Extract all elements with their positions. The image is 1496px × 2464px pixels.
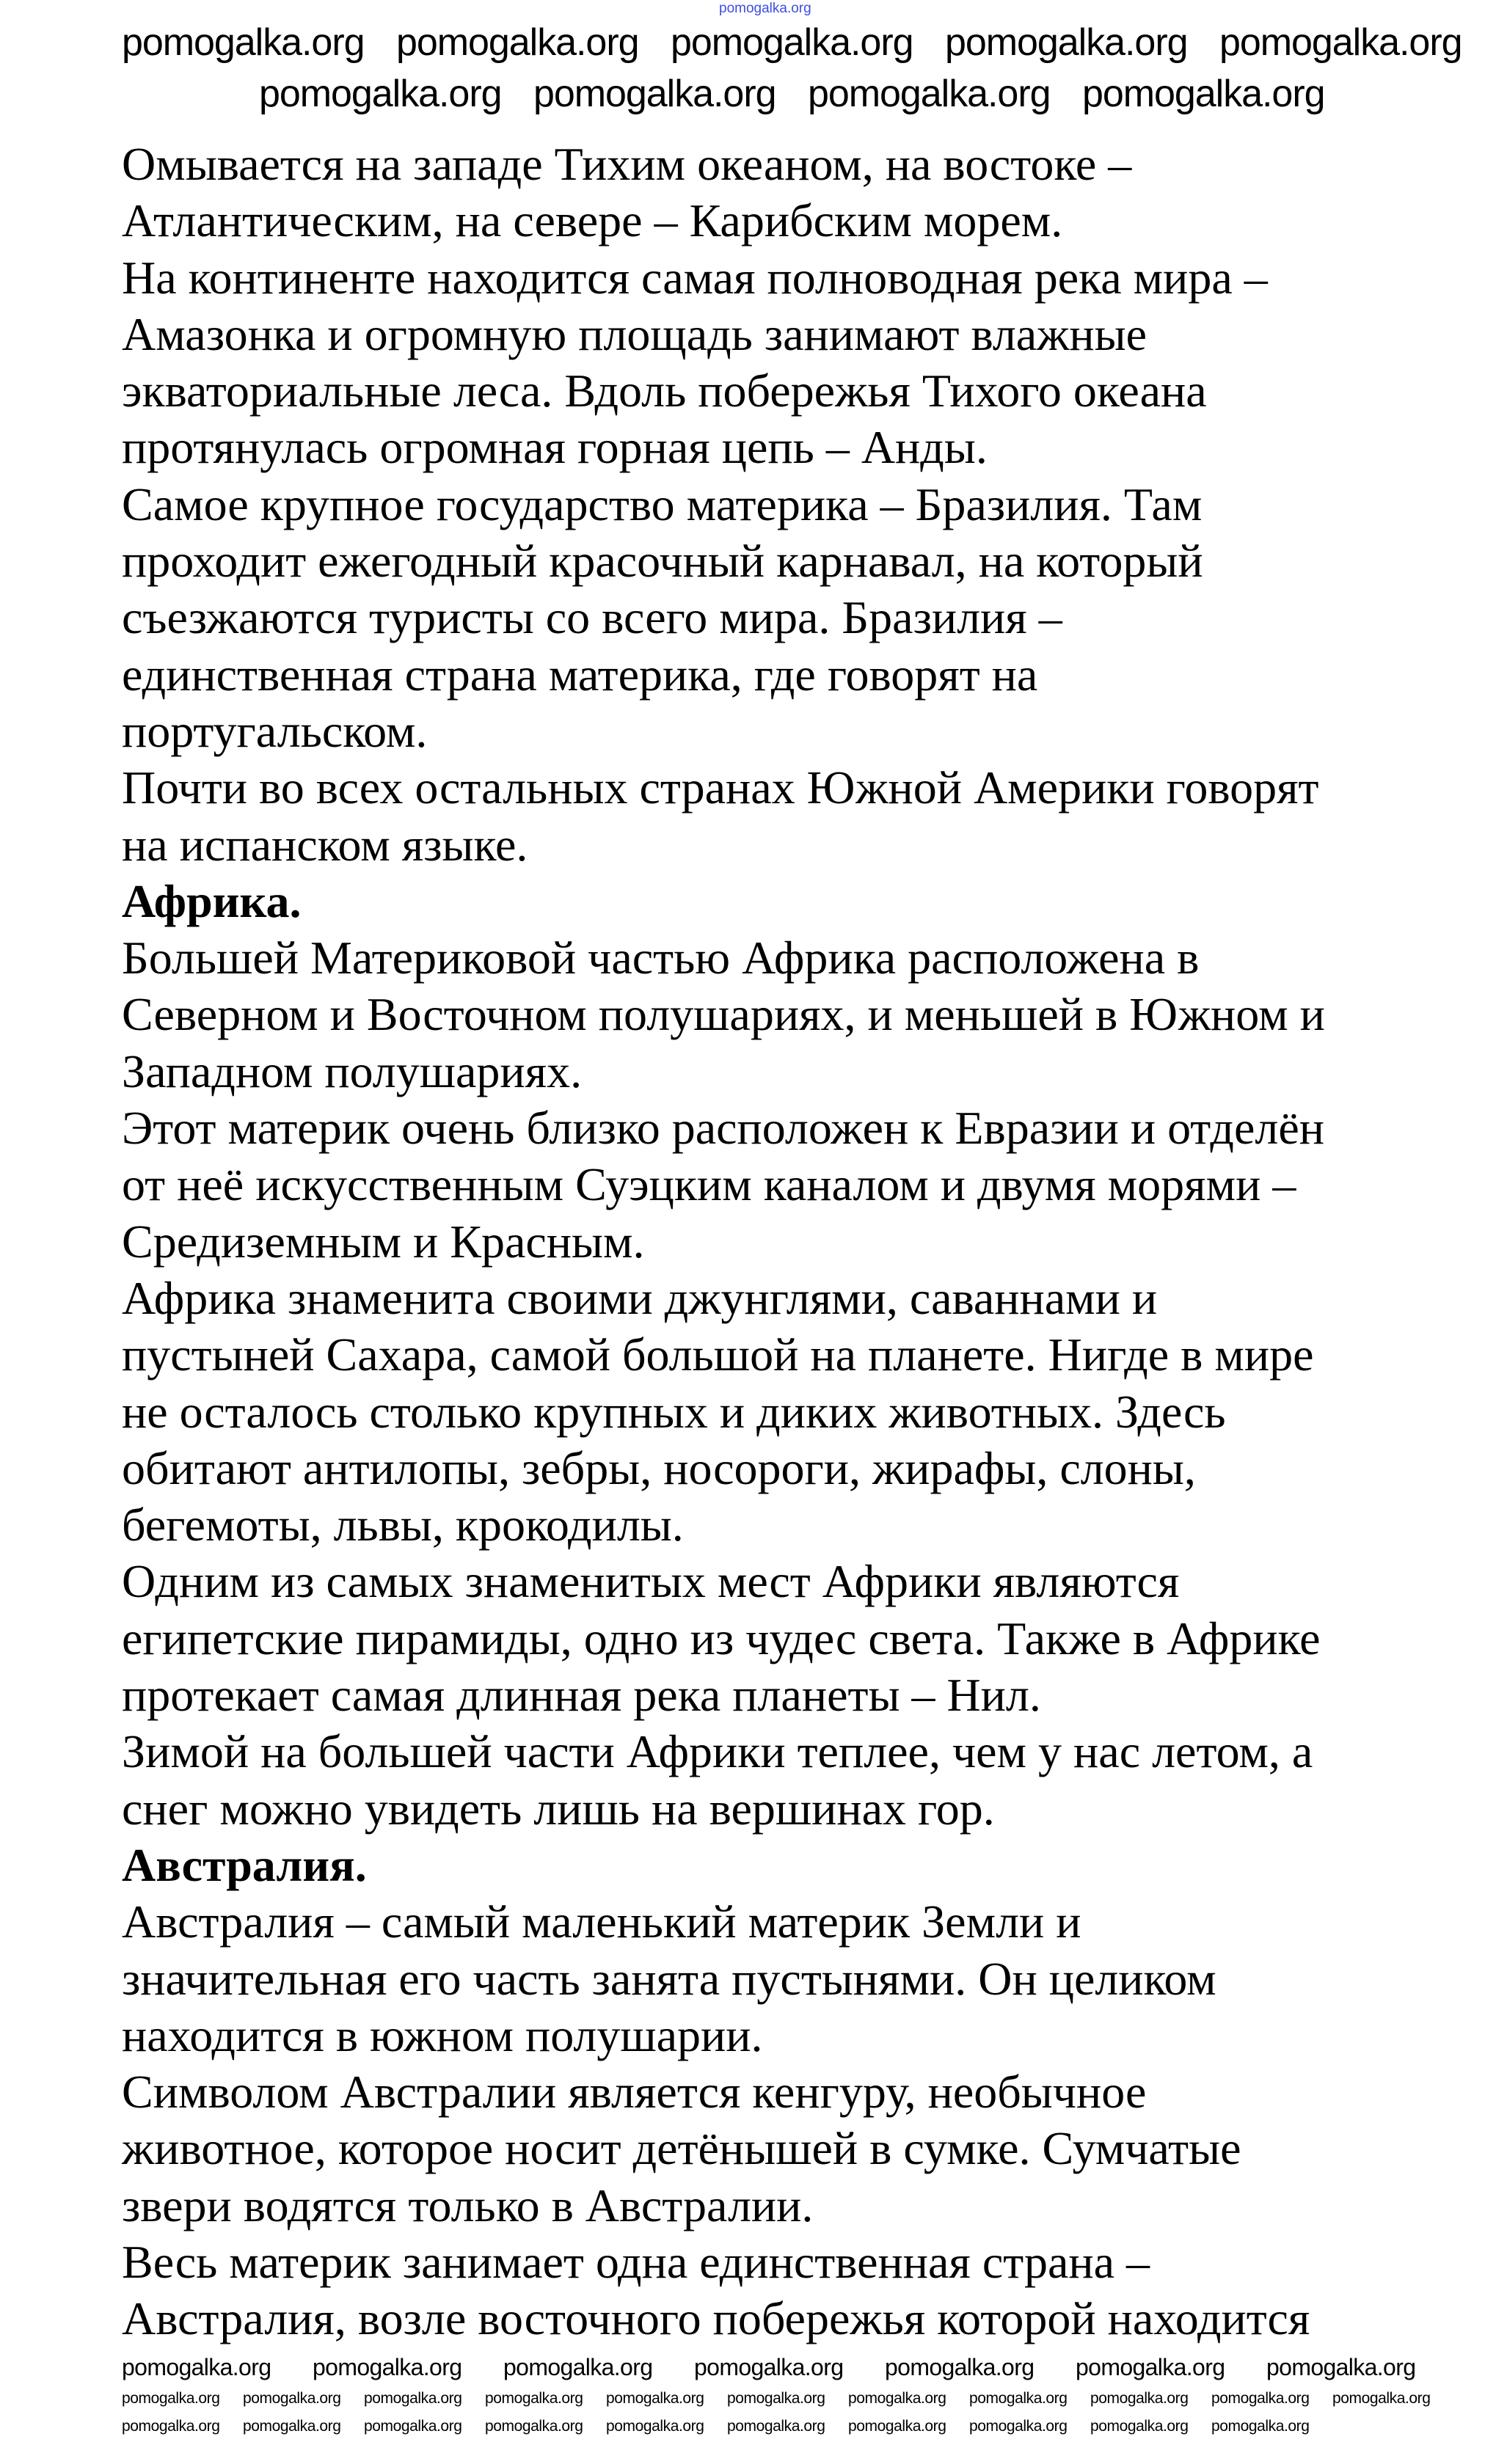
- section-heading: Африка.: [122, 874, 302, 927]
- watermark: pomogalka.org: [1082, 73, 1325, 115]
- text-line: находится в южном полушарии.: [122, 2008, 763, 2061]
- watermark: pomogalka.org: [885, 2354, 1035, 2380]
- document-body: [122, 136, 1486, 2347]
- watermark: pomogalka.org: [364, 2390, 462, 2407]
- text-line: На континенте находится самая полноводная река мира –: [122, 251, 1268, 304]
- text-line: португальском.: [122, 704, 428, 757]
- text-line: Одним из самых знаменитых мест Африки являются: [122, 1555, 1180, 1608]
- watermark: pomogalka.org: [945, 21, 1188, 64]
- watermark: pomogalka.org: [694, 2354, 844, 2380]
- watermark: pomogalka.org: [396, 21, 639, 64]
- text-line: Весь материк занимает одна единственная страна –: [122, 2235, 1150, 2288]
- watermark: pomogalka.org: [259, 73, 502, 115]
- text-line: протекает самая длинная река планеты – Нил.: [122, 1669, 1041, 1722]
- text-line: обитают антилопы, зебры, носороги, жирафы, слоны,: [122, 1441, 1196, 1494]
- watermark: pomogalka.org: [969, 2390, 1068, 2407]
- text-line: Атлантическим, на севере – Карибским морем.: [122, 194, 1063, 247]
- watermark: pomogalka.org: [727, 2390, 825, 2407]
- watermark: pomogalka.org: [313, 2354, 462, 2380]
- header-watermark: pomogalka.org: [719, 1, 811, 16]
- text-line: Зимой на большей части Африки теплее, чем у нас летом, а: [122, 1725, 1313, 1778]
- watermark: pomogalka.org: [1211, 2390, 1310, 2407]
- watermark: pomogalka.org: [848, 2418, 946, 2435]
- text-line: Большей Материковой частью Африка расположена в: [122, 932, 1200, 984]
- text-line: экваториальные леса. Вдоль побережья Тихого океана: [122, 365, 1207, 417]
- watermark: pomogalka.org: [1076, 2354, 1225, 2380]
- text-line: бегемоты, львы, крокодилы.: [122, 1499, 684, 1551]
- text-line: звери водятся только в Австралии.: [122, 2179, 814, 2231]
- watermark: pomogalka.org: [808, 73, 1051, 115]
- watermark: pomogalka.org: [1332, 2390, 1431, 2407]
- text-line: Австралия – самый маленький материк Земли и: [122, 1895, 1081, 1948]
- watermark: pomogalka.org: [1211, 2418, 1310, 2435]
- text-line: значительная его часть занята пустынями. Он целиком: [122, 1952, 1216, 2005]
- text-line: единственная страна материка, где говорят на: [122, 648, 1038, 701]
- text-line: Самое крупное государство материка – Бразилия. Там: [122, 478, 1203, 530]
- watermark: pomogalka.org: [533, 73, 776, 115]
- text-line: Западном полушариях.: [122, 1045, 583, 1097]
- section-heading: Австралия.: [122, 1838, 367, 1891]
- watermark: pomogalka.org: [243, 2418, 341, 2435]
- text-line: животное, которое носит детёнышей в сумке. Сумчатые: [122, 2122, 1241, 2175]
- watermark: pomogalka.org: [848, 2390, 946, 2407]
- watermark: pomogalka.org: [606, 2390, 704, 2407]
- text-line: Северном и Восточном полушариях, и меньшей в Южном и: [122, 988, 1325, 1041]
- text-line: Омывается на западе Тихим океаном, на востоке –: [122, 138, 1132, 190]
- watermark: pomogalka.org: [606, 2418, 704, 2435]
- text-line: Средиземным и Красным.: [122, 1215, 645, 1268]
- watermark: pomogalka.org: [1266, 2354, 1416, 2380]
- watermark: pomogalka.org: [243, 2390, 341, 2407]
- watermark: pomogalka.org: [1090, 2390, 1189, 2407]
- watermark: pomogalka.org: [503, 2354, 653, 2380]
- watermark: pomogalka.org: [364, 2418, 462, 2435]
- text-line: на испанском языке.: [122, 818, 528, 871]
- text-line: Символом Австралии является кенгуру, необычное: [122, 2066, 1147, 2118]
- watermark: pomogalka.org: [969, 2418, 1068, 2435]
- text-line: снег можно увидеть лишь на вершинах гор.: [122, 1782, 995, 1835]
- text-line: протянулась огромная горная цепь – Анды.: [122, 421, 988, 474]
- watermark: pomogalka.org: [1219, 21, 1462, 64]
- watermark: pomogalka.org: [485, 2418, 583, 2435]
- watermark: pomogalka.org: [122, 2418, 220, 2435]
- watermark: pomogalka.org: [122, 21, 365, 64]
- watermark: pomogalka.org: [1090, 2418, 1189, 2435]
- watermark: pomogalka.org: [122, 2354, 271, 2380]
- text-line: пустыней Сахара, самой большой на планете. Нигде в мире: [122, 1328, 1314, 1381]
- watermark: pomogalka.org: [485, 2390, 583, 2407]
- text-line: Амазонка и огромную площадь занимают влажные: [122, 307, 1147, 360]
- text-line: Африка знаменита своими джунглями, саваннами и: [122, 1271, 1158, 1324]
- text-line: Австралия, возле восточного побережья которой находится: [122, 2292, 1310, 2345]
- text-line: проходит ежегодный красочный карнавал, на который: [122, 535, 1203, 588]
- text-line: Этот материк очень близко расположен к Евразии и отделён: [122, 1102, 1324, 1155]
- text-line: съезжаются туристы со всего мира. Бразилия –: [122, 591, 1062, 644]
- watermark: pomogalka.org: [122, 2390, 220, 2407]
- watermark: pomogalka.org: [727, 2418, 825, 2435]
- text-line: Почти во всех остальных странах Южной Америки говорят: [122, 761, 1319, 814]
- watermark: pomogalka.org: [671, 21, 913, 64]
- text-line: не осталось столько крупных и диких животных. Здесь: [122, 1385, 1226, 1438]
- text-line: от неё искусственным Суэцким каналом и двумя морями –: [122, 1158, 1296, 1211]
- text-line: египетские пирамиды, одно из чудес света. Также в Африке: [122, 1612, 1321, 1664]
